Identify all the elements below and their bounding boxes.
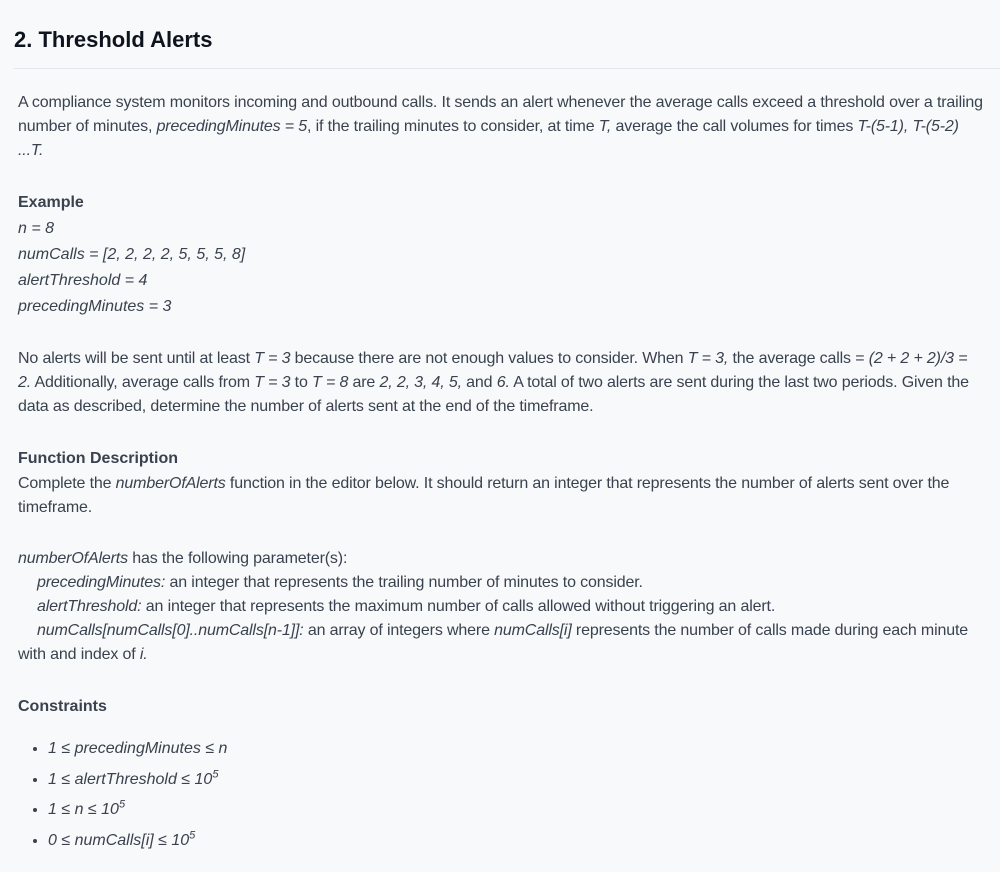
text: No alerts will be sent until at least [18, 350, 255, 367]
parameters-intro [18, 547, 984, 571]
text: T-(5-1), T-(5-2) ...T. [18, 118, 959, 159]
text: 2, 2, 3, 4, 5, [379, 374, 462, 391]
text: T = 3 [254, 374, 291, 391]
page-title: 2. Threshold Alerts [14, 27, 213, 52]
text: 1 ≤ precedingMinutes ≤ n [48, 740, 228, 757]
text: Complete the [18, 475, 116, 492]
text: are [348, 374, 380, 391]
example-line: numCalls = [2, 2, 2, 2, 5, 5, 5, 8] [18, 246, 246, 263]
param-name: precedingMinutes: [37, 574, 166, 591]
text: 0 ≤ numCalls[i] ≤ 10 [48, 831, 190, 849]
exponent: 5 [212, 768, 219, 781]
text: to [290, 374, 313, 391]
text: 6. [496, 374, 510, 391]
exponent: 5 [118, 798, 126, 811]
text: T, [598, 118, 612, 135]
constraints-list [18, 734, 984, 856]
text: average the call volumes for times [611, 118, 858, 135]
text: , if the trailing minutes to consider, at time [307, 118, 599, 135]
text: because there are not enough values to consider. When [290, 350, 688, 367]
text: function in the editor below. It should return an integer that represents the number of alerts sent over the timeframe. [18, 475, 950, 516]
text: T = 3 [254, 350, 291, 367]
text: 1 ≤ alertThreshold ≤ 10 [48, 770, 213, 788]
example-heading: Example [18, 194, 84, 211]
param-name: i. [139, 646, 148, 663]
parameters-section [18, 547, 984, 667]
text: has the following parameter(s): [127, 550, 348, 567]
exponent: 5 [189, 829, 196, 842]
text: and [461, 374, 497, 391]
text: A total of two alerts are sent during the last two periods. Given the data as described, determine the number of alerts sent at the end of the timeframe. [18, 374, 969, 415]
param-name: numCalls[i] [494, 622, 572, 639]
text: A compliance system monitors incoming and outbound calls. It sends an alert whenever the average calls exceed a threshold over a trailing number of minutes, [18, 94, 983, 135]
param-desc: an array of integers where [303, 622, 495, 639]
constraints-heading: Constraints [18, 698, 107, 715]
text: Additionally, average calls from [31, 374, 255, 391]
text: the average calls = [728, 350, 869, 367]
text: T = 8 [312, 374, 349, 391]
param-name: alertThreshold: [37, 598, 142, 615]
text: 1 ≤ n ≤ 10 [48, 801, 119, 818]
example-line: n = 8 [18, 220, 55, 237]
parameter-item [18, 619, 984, 667]
function-name: numberOfAlerts [18, 550, 128, 567]
constraint-item [48, 734, 984, 765]
constraint-item [48, 795, 984, 826]
constraint-item [48, 765, 984, 796]
example-section [18, 190, 984, 320]
parameter-item [18, 595, 984, 619]
explanation-paragraph [18, 347, 984, 419]
param-name: numCalls[numCalls[0]..numCalls[n-1]]: [37, 622, 304, 639]
intro-paragraph [18, 91, 984, 163]
divider [14, 68, 1000, 69]
text: precedingMinutes = 5 [156, 118, 307, 135]
constraints-section [18, 694, 984, 856]
param-desc: an integer that represents the maximum number of calls allowed without triggering an alert. [141, 598, 776, 615]
example-line: precedingMinutes = 3 [18, 298, 172, 315]
param-desc: an integer that represents the trailing number of minutes to consider. [165, 574, 643, 591]
function-description-heading: Function Description [18, 450, 178, 467]
function-description-text [18, 472, 984, 520]
parameter-item [18, 571, 984, 595]
param-desc: represents the number of calls made during each minute with and index of [18, 622, 969, 663]
text: (2 + 2 + 2)/3 = 2. [18, 350, 968, 391]
example-line: alertThreshold = 4 [18, 272, 148, 289]
function-name: numberOfAlerts [115, 475, 226, 492]
constraint-item [48, 826, 984, 857]
text: T = 3, [687, 350, 729, 367]
function-description-section [18, 446, 984, 520]
